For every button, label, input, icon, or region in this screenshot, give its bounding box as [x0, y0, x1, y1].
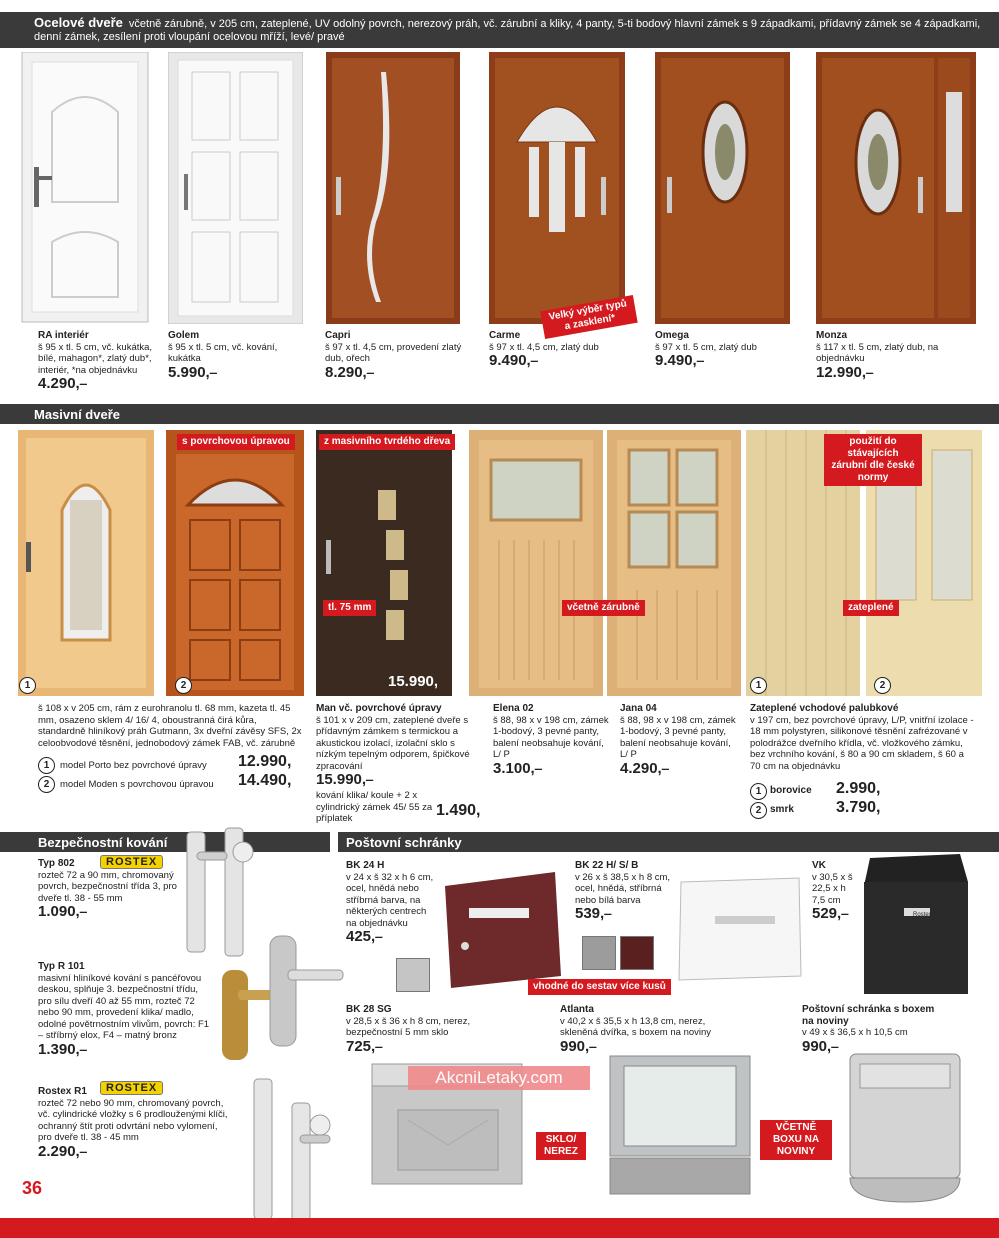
- omega-product: [655, 330, 795, 367]
- page-number: 36: [22, 1178, 43, 1198]
- porto-label: model Porto bez povrchové úpravy: [60, 760, 207, 771]
- product-desc: v 28,5 x š 36 x h 8 cm, nerez, bezpečnostní 5 mm sklo: [346, 1015, 471, 1038]
- product-price: 12.990, ‒: [816, 367, 956, 379]
- product-price: 539, ‒: [575, 908, 680, 920]
- badge-2-moden: 2: [175, 677, 192, 694]
- product-name: Jana 04: [620, 703, 657, 714]
- product-price: 5.990, ‒: [168, 367, 298, 379]
- product-price: 2.290, ‒: [38, 1146, 233, 1158]
- carme-door-image: [489, 52, 625, 324]
- golem-door-image: [168, 52, 303, 324]
- product-name: VK: [812, 860, 826, 871]
- product-desc: š 95 x tl. 5 cm, vč. kování, kukátka: [168, 341, 278, 364]
- vk-mailbox-image: [860, 852, 970, 998]
- brown-color-swatch: [620, 936, 654, 970]
- bk24h-product: [346, 860, 436, 943]
- legend-2-icon: 2: [38, 776, 55, 793]
- moden-price: 14.490,: [238, 772, 292, 789]
- bk22-product: [575, 860, 680, 920]
- product-name: Omega: [655, 330, 689, 341]
- product-name: Carme: [489, 330, 521, 341]
- product-price: 1.090, ‒: [38, 906, 178, 918]
- rostex-logo: ROSTEX: [100, 855, 163, 869]
- spruce-price: 3.790,: [836, 799, 881, 816]
- security-title: Bezpečnostní kování: [38, 835, 168, 850]
- carme-promo-tag: Velký výběr typů a zasklení*: [540, 295, 637, 339]
- product-desc: v 40,2 x š 35,5 x h 13,8 cm, nerez, skleněná dvířka, s boxem na noviny: [560, 1015, 712, 1038]
- hardwood-tag: z masivního tvrdého dřeva: [319, 434, 455, 450]
- product-price: 8.290, ‒: [325, 367, 465, 379]
- product-name: Poštovní schránka s boxem na noviny: [802, 1004, 935, 1027]
- moden-label: model Moden s povrchovou úpravou: [60, 779, 214, 790]
- product-desc: v 26 x š 38,5 x h 8 cm, ocel, hnědá, stříbrná nebo bílá barva: [575, 871, 671, 906]
- atlanta-mailbox-image: [606, 1052, 756, 1198]
- product-name: Capri: [325, 330, 351, 341]
- porto-price: 12.990,: [238, 753, 292, 770]
- product-price: 990, ‒: [802, 1041, 942, 1053]
- product-desc: š 117 x tl. 5 cm, zlatý dub, na objednávku: [816, 341, 939, 364]
- solid-doors-header: [0, 404, 999, 424]
- glass-steel-tag: SKLO/ NEREZ: [536, 1132, 586, 1160]
- rostex-r1-product: [38, 1086, 233, 1160]
- silver-color-swatch: [396, 958, 430, 992]
- product-price: 529, ‒: [812, 908, 857, 920]
- monza-product: [816, 330, 956, 381]
- porto-moden-desc: š 108 x v 205 cm, rám z eurohranolu tl. 68 mm, kazeta tl. 45 mm, osazeno sklem 4/ 16/ 4, oboustranná čirá kůra, standardně hliníkový práh Gutmann, 3x dveřní závěsy SFS, 2x celoobvodové těsnění, jednobodový zámek FAB, vč. zárubně: [38, 703, 302, 749]
- newsbox-mailbox-product: [802, 1004, 942, 1055]
- product-name: BK 22 H/ S/ B: [575, 860, 639, 871]
- vk-product: [812, 860, 857, 920]
- typ-r101-handle-image: [218, 930, 348, 1070]
- pine-price: 2.990,: [836, 780, 881, 797]
- product-price: 425, ‒: [346, 931, 436, 943]
- porto-door-image: [18, 430, 154, 696]
- elena-door-image: [469, 430, 603, 696]
- capri-door-image: [326, 52, 460, 324]
- man-extra-price: 1.490,: [436, 802, 481, 819]
- product-desc: š 97 x tl. 4,5 cm, zlatý dub: [489, 341, 599, 353]
- typ-r101-product: [38, 961, 213, 1058]
- mailbox-header: [338, 832, 999, 852]
- product-desc: v 30,5 x š 22,5 x h 7,5 cm: [812, 871, 853, 906]
- bk24h-mailbox-image: [435, 866, 565, 992]
- product-name: Man vč. povrchové úpravy: [316, 703, 442, 714]
- insulated-tag: zateplené: [843, 600, 899, 616]
- pine-label: borovice: [770, 785, 812, 796]
- man-product: [316, 703, 481, 786]
- product-desc: rozteč 72 nebo 90 mm, chromovaný povrch, vč. cylindrické vložky s 6 prodlouženými klíči, ochranný štít proti odvrtání nebo vylomení, pro dveře tl. 38 - 45 mm: [38, 1097, 228, 1143]
- spruce-label: smrk: [770, 804, 794, 815]
- thickness-tag: tl. 75 mm: [323, 600, 376, 616]
- man-overlay-price: 15.990,: [388, 673, 439, 690]
- badge-1-porto: 1: [19, 677, 36, 694]
- product-desc: rozteč 72 a 90 mm, chromovaný povrch, bezpečnostní třída 3, pro dveře tl. 38 - 55 mm: [38, 869, 177, 904]
- watermark: AkcniLetaky.com: [408, 1066, 590, 1090]
- jana-product: [620, 703, 740, 777]
- product-price: 9.490, ‒: [489, 355, 629, 367]
- product-name: Golem: [168, 330, 200, 341]
- golem-product: [168, 330, 298, 381]
- steel-doors-header-text: [34, 16, 984, 44]
- legend-2-spruce-icon: 2: [750, 802, 767, 819]
- product-name: Zateplené vchodové palubkové: [750, 703, 899, 714]
- solid-doors-title: Masivní dveře: [34, 407, 120, 422]
- product-desc: š 88, 98 x v 198 cm, zámek 1-bodový, 3 pevné panty, balení neobsahuje kování, L/ P: [493, 714, 609, 760]
- product-price: 3.100, ‒: [493, 763, 613, 775]
- product-name: Elena 02: [493, 703, 534, 714]
- elena-product: [493, 703, 613, 777]
- legend-1-icon: 1: [38, 757, 55, 774]
- cz-frame-tag: použití do stávajících zárubní dle české normy: [824, 434, 922, 486]
- vk-label: Rostex: [913, 912, 932, 918]
- mailbox-title: Poštovní schránky: [346, 835, 462, 850]
- product-price: 4.290, ‒: [620, 763, 740, 775]
- silver-color-swatch: [582, 936, 616, 970]
- product-name: Rostex R1: [38, 1086, 87, 1097]
- product-price: 4.290, ‒: [38, 378, 163, 390]
- legend-1-pine-icon: 1: [750, 783, 767, 800]
- bk22-mailbox-image: [675, 876, 805, 986]
- man-door-image: [316, 430, 452, 696]
- product-name: Monza: [816, 330, 848, 341]
- product-desc: š 97 x tl. 4,5 cm, provedení zlatý dub, ořech: [325, 341, 462, 364]
- monza-door-image: [816, 52, 976, 324]
- product-desc: v 24 x š 32 x h 6 cm, ocel, hnědá nebo stříbrná barva, na některých centrech na objednávku: [346, 871, 434, 929]
- badge-1-pine: 1: [750, 677, 767, 694]
- product-desc: š 95 x tl. 5 cm, vč. kukátka, bílé, mahagon*, zlatý dub*, interiér, *na objednávku: [38, 341, 153, 376]
- atlanta-product: [560, 1004, 725, 1055]
- moden-door-image: [166, 430, 304, 696]
- steel-doors-description: včetně zárubně, v 205 cm, zateplené, UV odolný povrch, nerezový práh, vč. zárubní a kliky, 4 panty, 5-ti bodový hlavní zámek s 9 západkami, přídavný zámek se 4 západkami, denní zámek, zesílení proti vloupání ocelovou mříží, levé/ pravé: [34, 18, 981, 43]
- product-desc: š 88, 98 x v 198 cm, zámek 1-bodový, 3 pevné panty, balení neobsahuje kování, L/ P: [620, 714, 736, 760]
- newsbox-mailbox-image: [846, 1050, 964, 1206]
- product-price: 725, ‒: [346, 1041, 486, 1053]
- plank-product: [750, 703, 975, 772]
- product-price: 9.490, ‒: [655, 355, 795, 367]
- product-desc: v 197 cm, bez povrchové úpravy, L/P, vnitřní izolace - 18 mm polystyren, silikonové těsnění zafrézované v polodrážce dveřního křídla, vč. vložkového zámku, bez vrchního kování, š 80 a 90 cm skladem, š 60 a 70 cm na objednávku: [750, 714, 974, 772]
- security-header: [0, 832, 330, 852]
- steel-doors-header: [0, 12, 999, 48]
- incl-frame-tag: včetně zárubně: [562, 600, 645, 616]
- product-name: Typ 802: [38, 858, 75, 869]
- product-price: 15.990, ‒: [316, 774, 481, 786]
- sets-tag: vhodné do sestav více kusů: [528, 979, 671, 995]
- jana-door-image: [607, 430, 741, 696]
- man-extra: kování klika/ koule + 2 x cylindrický zámek 45/ 55 za příplatek: [316, 790, 433, 824]
- product-desc: š 101 x v 209 cm, zateplené dveře s přídavným zámkem s termickou a akustickou izolací, izolační sklo s nízkým tepelným odporem, špičkové zpracování: [316, 714, 470, 772]
- product-name: Typ R 101: [38, 961, 85, 972]
- product-desc: masivní hliníkové kování s pancéřovou deskou, splňuje 3. bezpečnostní třídu, pro sílu dveří 40 až 55 mm, rozteč 72 nebo 90 mm, provedení klika/ madlo, odolné povětrnostním vlivům, povrch: F1 – stříbrný elox, F4 – matný bronz: [38, 972, 210, 1041]
- surface-finish-tag: s povrchovou úpravou: [177, 434, 295, 450]
- incl-newsbox-tag: VČETNĚ BOXU NA NOVINY: [760, 1120, 832, 1160]
- product-desc: š 97 x tl. 5 cm, zlatý dub: [655, 341, 757, 353]
- bk28sg-product: [346, 1004, 486, 1055]
- rostex-r1-handle-image: [250, 1075, 340, 1225]
- ra-interior-product: [38, 330, 163, 390]
- capri-product: [325, 330, 465, 381]
- rostex-logo: ROSTEX: [100, 1081, 163, 1095]
- badge-2-spruce: 2: [874, 677, 891, 694]
- steel-doors-title: Ocelové dveře: [34, 15, 123, 30]
- product-name: BK 24 H: [346, 860, 385, 871]
- product-price: 1.390, ‒: [38, 1044, 213, 1056]
- product-price: 990, ‒: [560, 1041, 725, 1053]
- ra-interior-door-image: [18, 52, 152, 324]
- omega-door-image: [655, 52, 790, 324]
- product-desc: v 49 x š 36,5 x h 10,5 cm: [802, 1027, 908, 1038]
- carme-product: [489, 330, 629, 367]
- product-name: Atlanta: [560, 1004, 594, 1015]
- product-name: BK 28 SG: [346, 1004, 392, 1015]
- footer-bar: [0, 1218, 999, 1238]
- product-name: RA interiér: [38, 330, 89, 341]
